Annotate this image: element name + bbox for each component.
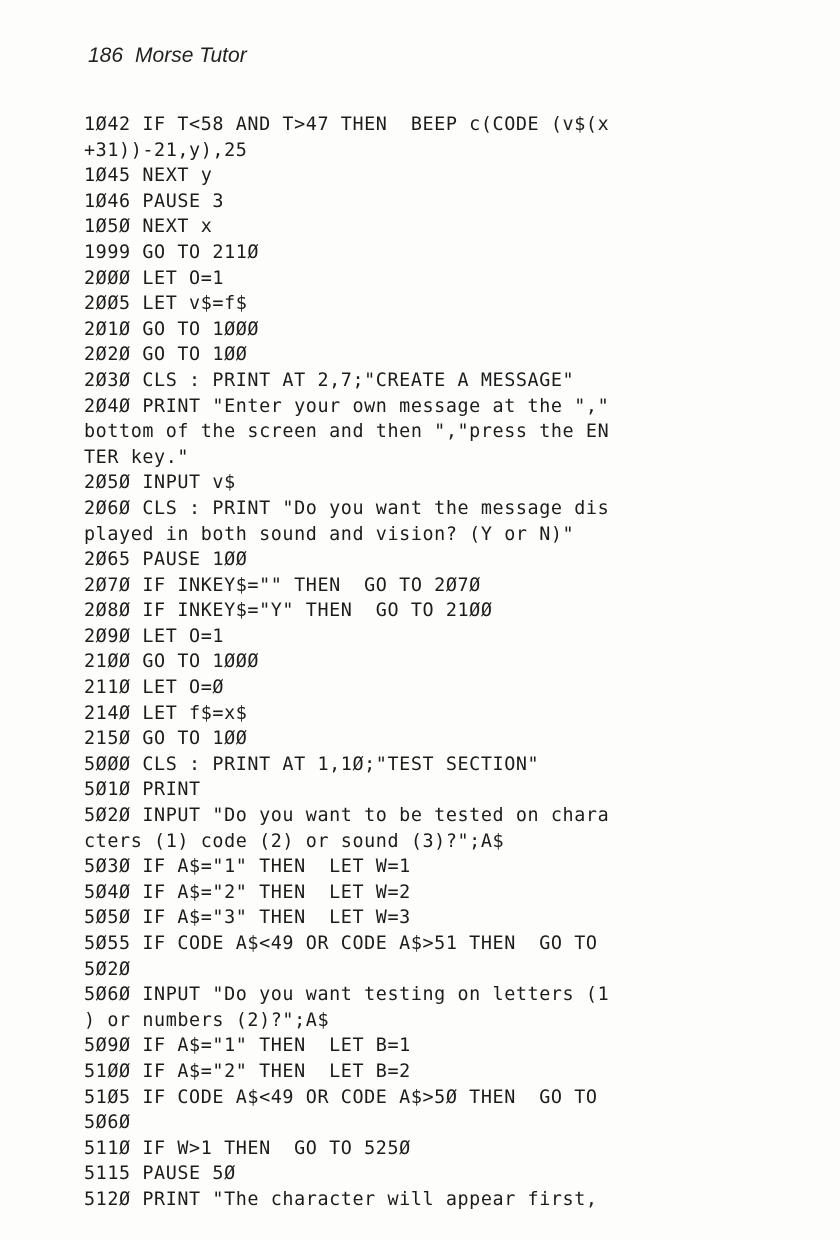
listing-line: 1Ø45 NEXT y (84, 165, 213, 187)
listing-line: 2Ø65 PAUSE 1ØØ (84, 549, 248, 571)
listing-line: +31))-21,y),25 (84, 139, 248, 161)
listing-line: 5Ø3Ø IF A$="1" THEN LET W=1 (84, 856, 411, 878)
listing-line: 5Ø55 IF CODE A$<49 OR CODE A$>51 THEN GO TO (84, 933, 598, 954)
listing-line: 5Ø4Ø IF A$="2" THEN LET W=2 (84, 881, 411, 903)
listing-line: 5Ø6Ø (84, 1112, 131, 1134)
chapter-title: Morse Tutor (135, 44, 247, 67)
listing-line: 5Ø6Ø INPUT "Do you want testing on letters (1 (84, 984, 610, 1006)
listing-line: 214Ø LET f$=x$ (84, 702, 248, 724)
listing-line: 2Ø2Ø GO TO 1ØØ (84, 344, 248, 366)
listing-line: 5Ø9Ø IF A$="1" THEN LET B=1 (84, 1035, 411, 1057)
listing-line: 2Ø7Ø IF INKEY$="" THEN GO TO 2Ø7Ø (84, 574, 481, 596)
listing-line: 51ØØ IF A$="2" THEN LET B=2 (84, 1060, 411, 1082)
listing-line: 5ØØØ CLS : PRINT AT 1,1Ø;"TEST SECTION" (84, 753, 540, 775)
listing-line: 2Ø9Ø LET O=1 (84, 625, 225, 647)
listing-line: 5Ø1Ø PRINT (84, 779, 201, 801)
listing-line: 2Ø1Ø GO TO 1ØØØ (84, 318, 260, 340)
listing-line: 215Ø GO TO 1ØØ (84, 728, 248, 750)
listing-line: 21ØØ GO TO 1ØØØ (84, 651, 260, 673)
listing-line: 211Ø LET O=Ø (84, 677, 225, 699)
page-number: 186 (88, 44, 124, 67)
listing-line: 511Ø IF W>1 THEN GO TO 525Ø (84, 1137, 411, 1159)
listing-line: 2Ø4Ø PRINT "Enter your own message at the "," (84, 395, 610, 417)
listing-line: bottom of the screen and then ","press the EN (84, 421, 610, 443)
running-head (88, 44, 247, 68)
listing-line: 2Ø6Ø CLS : PRINT "Do you want the message dis (84, 497, 610, 519)
listing-line: 1Ø42 IF T<58 AND T>47 THEN BEEP c(CODE (v$(x (84, 114, 610, 135)
listing-line: 2Ø5Ø INPUT v$ (84, 472, 236, 494)
listing-line: 5Ø2Ø (84, 958, 131, 980)
listing-line: 5Ø5Ø IF A$="3" THEN LET W=3 (84, 907, 411, 929)
listing-line: 1Ø5Ø NEXT x (84, 216, 213, 238)
listing-line: 2Ø8Ø IF INKEY$="Y" THEN GO TO 21ØØ (84, 600, 493, 622)
listing-line: 2ØØ5 LET v$=f$ (84, 293, 248, 315)
listing-line: TER key." (84, 446, 190, 468)
listing-line: cters (1) code (2) or sound (3)?";A$ (84, 830, 505, 852)
listing-line: 5Ø2Ø INPUT "Do you want to be tested on chara (84, 805, 610, 827)
listing-line: ) or numbers (2)?";A$ (84, 1009, 330, 1031)
listing-line: 1Ø46 PAUSE 3 (84, 190, 225, 212)
listing-line: 1999 GO TO 211Ø (84, 241, 260, 263)
listing-line: played in both sound and vision? (Y or N)" (84, 523, 575, 545)
basic-program-listing (84, 112, 774, 1213)
listing-line: 2Ø3Ø CLS : PRINT AT 2,7;"CREATE A MESSAGE" (84, 369, 575, 391)
listing-line: 51Ø5 IF CODE A$<49 OR CODE A$>5Ø THEN GO TO (84, 1086, 598, 1108)
listing-line: 5115 PAUSE 5Ø (84, 1163, 236, 1185)
listing-line: 2ØØØ LET O=1 (84, 267, 225, 289)
listing-line: 512Ø PRINT "The character will appear first, (84, 1188, 598, 1210)
